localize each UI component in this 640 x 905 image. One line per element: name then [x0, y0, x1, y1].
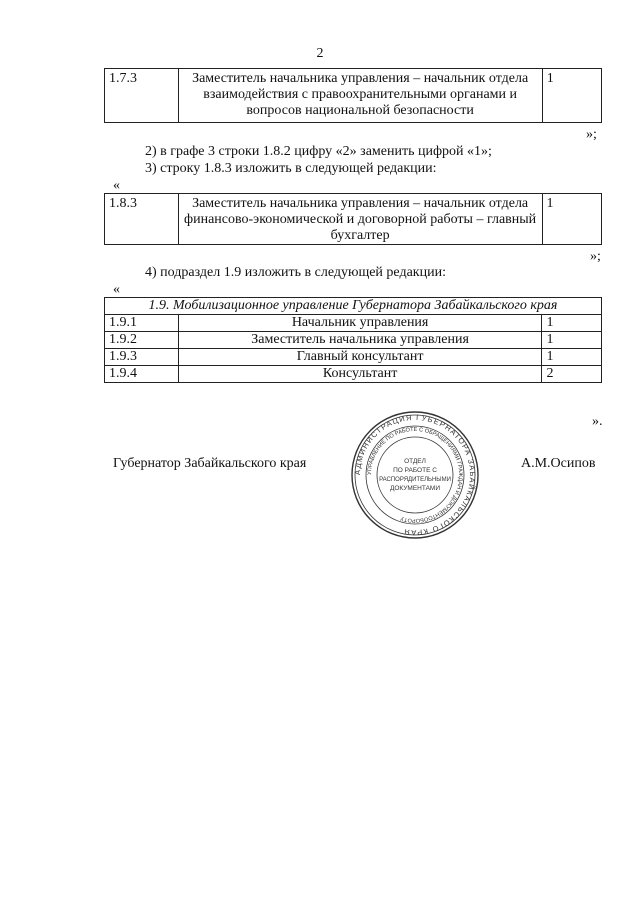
row-quantity: 1	[542, 349, 602, 366]
row-number: 1.8.3	[105, 194, 179, 245]
row-number: 1.9.2	[105, 332, 179, 349]
row-number: 1.9.4	[105, 366, 179, 383]
signatory-name: А.М.Осипов	[521, 456, 596, 471]
official-seal	[350, 410, 480, 545]
page-number: 2	[316, 46, 324, 61]
table-row-1-7-3	[104, 68, 602, 123]
table-row	[105, 349, 602, 366]
paragraph-4: 4) подраздел 1.9 изложить в следующей редакции:	[145, 265, 446, 280]
row-position: Заместитель начальника управления	[178, 332, 542, 349]
seal-center-line-2: ПО РАБОТЕ С	[393, 467, 437, 474]
row-position: Консультант	[178, 366, 542, 383]
seal-center-line-3: РАСПОРЯДИТЕЛЬНЫМИ	[379, 477, 451, 483]
paragraph-2: 2) в графе 3 строки 1.8.2 цифру «2» заменить цифрой «1»;	[145, 144, 492, 159]
row-position: Начальник управления	[178, 315, 542, 332]
opening-quote-2: «	[113, 178, 120, 193]
opening-quote-3: «	[113, 282, 120, 297]
closing-quote-3: ».	[592, 414, 603, 429]
table-row	[105, 194, 602, 245]
table-row	[105, 366, 602, 383]
row-position: Заместитель начальника управления – начальник отдела финансово-экономической и договорной работы – главный бухгалтер	[178, 194, 542, 245]
subsection-heading: 1.9. Мобилизационное управление Губернатора Забайкальского края	[105, 298, 602, 315]
signatory-position: Губернатор Забайкальского края	[113, 456, 307, 471]
row-quantity: 2	[542, 366, 602, 383]
seal-center-line-1: ОТДЕЛ	[404, 458, 426, 465]
closing-quote-1: »;	[586, 127, 597, 142]
row-quantity: 1	[542, 69, 601, 123]
table-row	[105, 315, 602, 332]
seal-center-line-4: ДОКУМЕНТАМИ	[389, 485, 441, 492]
row-number: 1.9.1	[105, 315, 179, 332]
closing-quote-2: »;	[590, 249, 601, 264]
table-row	[105, 69, 602, 123]
row-quantity: 1	[542, 332, 602, 349]
row-position: Заместитель начальника управления – начальник отдела взаимодействия с правоохранительными органами и вопросов национальной безопасности	[178, 69, 542, 123]
seal-graphic	[350, 410, 480, 540]
row-number: 1.9.3	[105, 349, 179, 366]
table-row	[105, 332, 602, 349]
table-heading-row	[105, 298, 602, 315]
svg-text:УПРАВЛЕНИЕ ПО РАБОТЕ С ОБРАЩЕН	[367, 427, 463, 523]
row-number: 1.7.3	[105, 69, 179, 123]
row-quantity: 1	[542, 315, 602, 332]
seal-outer-text: АДМИНИСТРАЦИЯ ГУБЕРНАТОРА ЗАБАЙКАЛЬСКОГО КРАЯ	[352, 412, 478, 538]
row-position: Главный консультант	[178, 349, 542, 366]
subsection-1-9-table	[104, 297, 602, 383]
row-quantity: 1	[542, 194, 602, 245]
paragraph-3: 3) строку 1.8.3 изложить в следующей редакции:	[145, 161, 437, 176]
seal-inner-text: УПРАВЛЕНИЕ ПО РАБОТЕ С ОБРАЩЕНИЯМИ ГРАЖДАН И ДОКУМЕНТООБОРОТУ	[366, 426, 464, 524]
table-row-1-8-3	[104, 193, 602, 245]
